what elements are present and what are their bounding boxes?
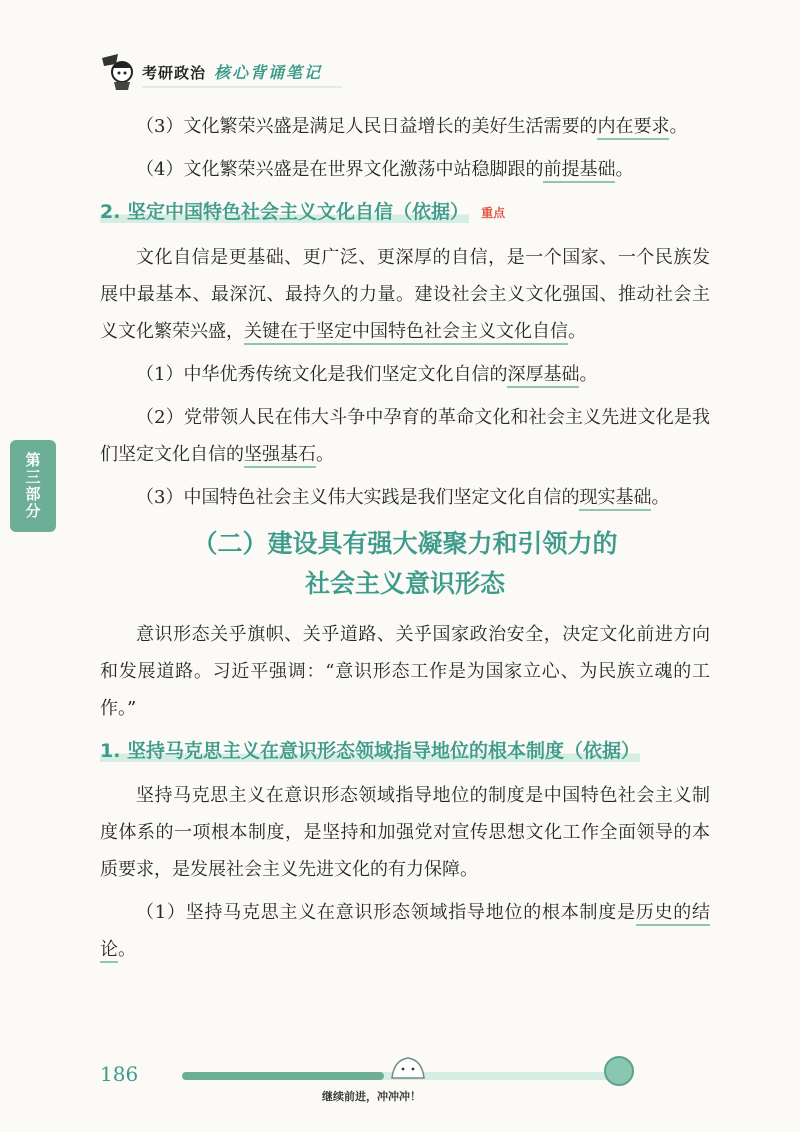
section-heading-text: 1. 坚持马克思主义在意识形态领域指导地位的根本制度（依据） [100,739,641,762]
key-term: 关键在于坚定中国特色社会主义文化自信 [244,321,568,345]
page-content [100,108,710,974]
chapter-title-line: （二）建设具有强大凝聚力和引领力的 [192,528,618,558]
paragraph [100,356,710,393]
book-header [98,50,358,90]
text: 。 [568,320,586,342]
mascot-blob-icon [390,1056,426,1080]
brand-subtitle: 核心背诵笔记 [214,63,323,82]
text: 。 [316,443,334,465]
text: （1）坚持马克思主义在意识形态领域指导地位的根本制度是 [136,901,636,923]
text: （1）中华优秀传统文化是我们坚定文化自信的 [136,363,508,385]
section-heading-text: 2. 坚定中国特色社会主义文化自信（依据） [100,201,470,223]
text: 。 [615,159,634,180]
key-term: 坚强基石 [244,444,316,468]
page-number: 186 [100,1062,139,1086]
paragraph [100,479,710,516]
goal-marker-icon [604,1056,634,1086]
brand-label: 考研政治 [142,64,207,82]
text: 。 [669,116,688,137]
text: 。 [651,486,670,508]
text: （3）文化繁荣兴盛是满足人民日益增长的美好生活需要的 [136,116,598,137]
paragraph: 意识形态关乎旗帜、关乎道路、关乎国家政治安全，决定文化前进方向和发展道路。习近平强调：“意识形态工作是为国家立心、为民族立魂的工作。” [100,623,710,719]
key-term: 现实基础 [579,487,651,511]
chapter-title [100,524,710,604]
text: （2）党带领人民在伟大斗争中孕育的革命文化和社会主义先进文化是我们坚定文化自信的 [100,406,710,465]
key-term: 深厚基础 [507,364,579,388]
section-tab-label: 第三部分 [23,452,42,520]
section-heading [100,194,710,231]
section-tab [10,440,56,532]
key-term: 内在要求 [597,116,669,140]
key-point-tag: 重点 [481,205,506,220]
text: （3）中国特色社会主义伟大实践是我们坚定文化自信的 [136,486,580,508]
footer-motto: 继续前进，冲冲冲！ [322,1090,421,1103]
text: （4）文化繁荣兴盛是在世界文化激荡中站稳脚跟的 [136,159,544,180]
mascot-icon [98,50,138,90]
paragraph [100,239,710,350]
chapter-title-line: 社会主义意识形态 [304,568,505,598]
key-term: 前提基础 [543,159,615,183]
key-term: 历史的结论 [100,902,710,963]
header-divider [142,86,342,88]
paragraph [100,894,710,968]
section-heading [100,733,710,769]
text: 文化自信是更基础、更广泛、更深厚的自信，是一个国家、一个民族发展中最基本、最深沉、最持久的力量。建设社会主义文化强国、推动社会主义文化繁荣兴盛， [100,246,710,342]
paragraph: 坚持马克思主义在意识形态领域指导地位的制度是中国特色社会主义制度体系的一项根本制度，是坚持和加强党对宣传思想文化工作全面领导的本质要求，是发展社会主义先进文化的有力保障。 [100,784,710,880]
text: 。 [579,363,598,385]
paragraph [100,399,710,473]
text: 。 [118,938,136,960]
paragraph [100,108,710,145]
paragraph [100,151,710,188]
progress-fill [182,1072,384,1080]
page-footer [100,1050,700,1110]
